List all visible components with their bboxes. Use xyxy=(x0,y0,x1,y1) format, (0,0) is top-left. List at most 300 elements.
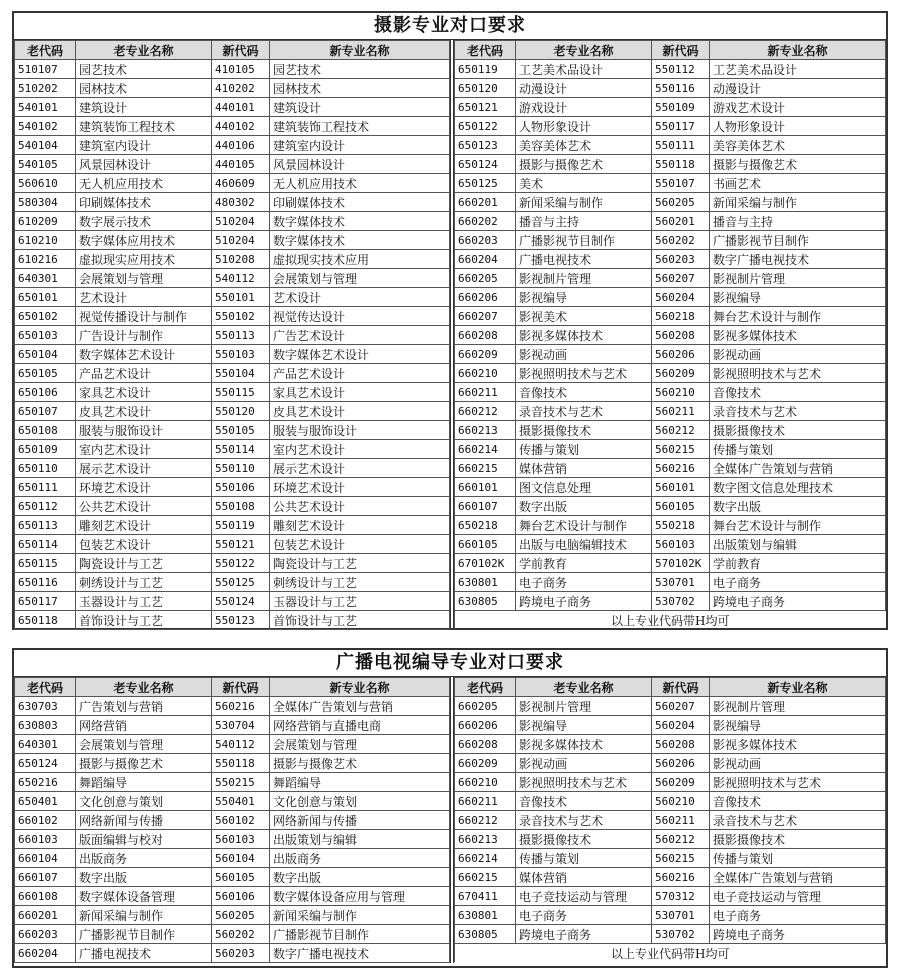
new-name-cell: 美容美体艺术 xyxy=(710,136,886,155)
new-name-cell: 摄影摄像技术 xyxy=(710,830,886,849)
header-row xyxy=(455,41,886,60)
new-name-cell: 园艺技术 xyxy=(270,60,450,79)
new-code-cell: 560215 xyxy=(652,849,710,868)
new-name-cell: 人物形象设计 xyxy=(710,117,886,136)
new-name-cell: 文化创意与策划 xyxy=(270,792,450,811)
old-name-cell: 电子竞技运动与管理 xyxy=(516,887,652,906)
new-code-cell: 560206 xyxy=(652,754,710,773)
new-code-cell: 550111 xyxy=(652,136,710,155)
left-table xyxy=(14,677,454,963)
table-row xyxy=(455,60,886,79)
old-code-cell: 660205 xyxy=(455,269,516,288)
old-name-cell: 数字媒体艺术设计 xyxy=(76,345,212,364)
new-name-cell: 跨境电子商务 xyxy=(710,592,886,611)
table-row xyxy=(15,212,450,231)
old-code-cell: 660212 xyxy=(455,811,516,830)
new-code-cell: 550123 xyxy=(212,611,270,630)
table-row xyxy=(455,478,886,497)
old-name-cell: 环境艺术设计 xyxy=(76,478,212,497)
old-name-cell: 室内艺术设计 xyxy=(76,440,212,459)
new-code-cell: 560207 xyxy=(652,269,710,288)
table-row xyxy=(455,193,886,212)
table-row xyxy=(15,735,450,754)
table-row xyxy=(15,925,450,944)
old-code-cell: 660215 xyxy=(455,459,516,478)
new-name-cell: 新闻采编与制作 xyxy=(710,193,886,212)
old-name-cell: 广播电视技术 xyxy=(516,250,652,269)
old-code-cell: 650124 xyxy=(455,155,516,174)
old-code-cell: 660201 xyxy=(15,906,76,925)
old-code-cell: 650121 xyxy=(455,98,516,117)
new-code-cell: 550124 xyxy=(212,592,270,611)
old-name-cell: 服装与服饰设计 xyxy=(76,421,212,440)
new-name-cell: 影视动画 xyxy=(710,345,886,364)
new-name-cell: 公共艺术设计 xyxy=(270,497,450,516)
new-name-cell: 广告艺术设计 xyxy=(270,326,450,345)
old-code-cell: 670102K xyxy=(455,554,516,573)
table-row xyxy=(455,849,886,868)
new-name-cell: 虚拟现实技术应用 xyxy=(270,250,450,269)
old-code-cell: 650107 xyxy=(15,402,76,421)
new-code-cell: 550103 xyxy=(212,345,270,364)
table-row xyxy=(15,887,450,906)
table-row xyxy=(15,611,450,630)
old-name-cell: 学前教育 xyxy=(516,554,652,573)
old-code-cell: 660101 xyxy=(455,478,516,497)
new-code-cell: 480302 xyxy=(212,193,270,212)
old-code-cell: 540104 xyxy=(15,136,76,155)
new-code-cell: 550119 xyxy=(212,516,270,535)
new-code-cell: 560105 xyxy=(212,868,270,887)
table-row xyxy=(455,326,886,345)
new-name-cell: 影视制片管理 xyxy=(710,697,886,716)
column-header-old-name: 老专业名称 xyxy=(516,678,652,697)
new-code-cell: 560103 xyxy=(212,830,270,849)
old-name-cell: 文化创意与策划 xyxy=(76,792,212,811)
table-row xyxy=(15,307,450,326)
new-code-cell: 530702 xyxy=(652,925,710,944)
old-name-cell: 美容美体艺术 xyxy=(516,136,652,155)
new-name-cell: 网络营销与直播电商 xyxy=(270,716,450,735)
new-name-cell: 电子商务 xyxy=(710,906,886,925)
table-row xyxy=(15,754,450,773)
new-name-cell: 环境艺术设计 xyxy=(270,478,450,497)
table-row xyxy=(455,754,886,773)
old-code-cell: 650104 xyxy=(15,345,76,364)
old-name-cell: 影视动画 xyxy=(516,754,652,773)
old-code-cell: 660202 xyxy=(455,212,516,231)
old-code-cell: 650116 xyxy=(15,573,76,592)
new-name-cell: 数字出版 xyxy=(270,868,450,887)
new-name-cell: 影视多媒体技术 xyxy=(710,735,886,754)
old-name-cell: 电子商务 xyxy=(516,906,652,925)
new-code-cell: 560205 xyxy=(212,906,270,925)
new-code-cell: 560210 xyxy=(652,383,710,402)
old-name-cell: 摄影摄像技术 xyxy=(516,830,652,849)
new-name-cell: 网络新闻与传播 xyxy=(270,811,450,830)
new-name-cell: 音像技术 xyxy=(710,792,886,811)
old-code-cell: 660215 xyxy=(455,868,516,887)
table-row xyxy=(455,773,886,792)
new-code-cell: 550109 xyxy=(652,98,710,117)
new-name-cell: 数字广播电视技术 xyxy=(270,944,450,963)
table-row xyxy=(455,735,886,754)
old-name-cell: 玉器设计与工艺 xyxy=(76,592,212,611)
new-code-cell: 560209 xyxy=(652,364,710,383)
old-name-cell: 广播影视节目制作 xyxy=(516,231,652,250)
column-header-new-name: 新专业名称 xyxy=(270,678,450,697)
old-name-cell: 音像技术 xyxy=(516,383,652,402)
column-header-old-code: 老代码 xyxy=(455,678,516,697)
new-name-cell: 数字媒体艺术设计 xyxy=(270,345,450,364)
old-name-cell: 美术 xyxy=(516,174,652,193)
new-name-cell: 舞蹈编导 xyxy=(270,773,450,792)
old-code-cell: 660210 xyxy=(455,773,516,792)
new-code-cell: 550116 xyxy=(652,79,710,98)
new-name-cell: 家具艺术设计 xyxy=(270,383,450,402)
old-code-cell: 650123 xyxy=(455,136,516,155)
photography-requirements-table xyxy=(12,11,888,630)
note-row xyxy=(455,611,886,630)
new-code-cell: 570102K xyxy=(652,554,710,573)
old-name-cell: 影视编导 xyxy=(516,716,652,735)
new-code-cell: 550122 xyxy=(212,554,270,573)
table-row xyxy=(15,269,450,288)
old-name-cell: 摄影与摄像艺术 xyxy=(516,155,652,174)
table-row xyxy=(15,193,450,212)
old-code-cell: 630703 xyxy=(15,697,76,716)
old-name-cell: 工艺美术品设计 xyxy=(516,60,652,79)
old-code-cell: 660204 xyxy=(455,250,516,269)
column-header-new-name: 新专业名称 xyxy=(270,41,450,60)
old-name-cell: 录音技术与艺术 xyxy=(516,402,652,421)
new-code-cell: 460609 xyxy=(212,174,270,193)
note-row xyxy=(455,944,886,963)
old-code-cell: 610216 xyxy=(15,250,76,269)
broadcast-directing-requirements-table xyxy=(12,648,888,968)
new-code-cell: 510208 xyxy=(212,250,270,269)
old-code-cell: 660212 xyxy=(455,402,516,421)
table-row xyxy=(455,459,886,478)
new-name-cell: 影视照明技术与艺术 xyxy=(710,364,886,383)
table-row xyxy=(455,925,886,944)
old-code-cell: 650119 xyxy=(455,60,516,79)
old-name-cell: 数字出版 xyxy=(76,868,212,887)
old-name-cell: 舞蹈编导 xyxy=(76,773,212,792)
old-code-cell: 510202 xyxy=(15,79,76,98)
old-name-cell: 建筑设计 xyxy=(76,98,212,117)
table-row xyxy=(455,79,886,98)
old-name-cell: 动漫设计 xyxy=(516,79,652,98)
old-name-cell: 广播影视节目制作 xyxy=(76,925,212,944)
old-code-cell: 630801 xyxy=(455,573,516,592)
old-code-cell: 650401 xyxy=(15,792,76,811)
table-row xyxy=(15,697,450,716)
new-name-cell: 数字出版 xyxy=(710,497,886,516)
new-name-cell: 园林技术 xyxy=(270,79,450,98)
old-code-cell: 660103 xyxy=(15,830,76,849)
column-header-old-name: 老专业名称 xyxy=(516,41,652,60)
old-name-cell: 网络新闻与传播 xyxy=(76,811,212,830)
old-name-cell: 广播电视技术 xyxy=(76,944,212,963)
table-row xyxy=(15,716,450,735)
table-row xyxy=(15,573,450,592)
old-name-cell: 传播与策划 xyxy=(516,440,652,459)
old-name-cell: 出版与电脑编辑技术 xyxy=(516,535,652,554)
new-code-cell: 510204 xyxy=(212,231,270,250)
new-name-cell: 影视多媒体技术 xyxy=(710,326,886,345)
new-name-cell: 全媒体广告策划与营销 xyxy=(710,459,886,478)
table-row xyxy=(15,459,450,478)
old-name-cell: 影视制片管理 xyxy=(516,697,652,716)
old-code-cell: 660208 xyxy=(455,735,516,754)
new-name-cell: 电子竞技运动与管理 xyxy=(710,887,886,906)
new-code-cell: 560104 xyxy=(212,849,270,868)
table-row xyxy=(455,716,886,735)
new-code-cell: 560215 xyxy=(652,440,710,459)
old-code-cell: 630805 xyxy=(455,925,516,944)
section-title: 广播电视编导专业对口要求 xyxy=(14,650,886,677)
new-code-cell: 560205 xyxy=(652,193,710,212)
new-name-cell: 跨境电子商务 xyxy=(710,925,886,944)
old-code-cell: 660105 xyxy=(455,535,516,554)
new-name-cell: 播音与主持 xyxy=(710,212,886,231)
old-code-cell: 650216 xyxy=(15,773,76,792)
new-name-cell: 室内艺术设计 xyxy=(270,440,450,459)
old-code-cell: 660213 xyxy=(455,830,516,849)
column-header-old-name: 老专业名称 xyxy=(76,678,212,697)
old-name-cell: 会展策划与管理 xyxy=(76,269,212,288)
old-code-cell: 660206 xyxy=(455,716,516,735)
old-name-cell: 跨境电子商务 xyxy=(516,592,652,611)
old-code-cell: 660214 xyxy=(455,440,516,459)
new-code-cell: 570312 xyxy=(652,887,710,906)
old-name-cell: 陶瓷设计与工艺 xyxy=(76,554,212,573)
new-name-cell: 印刷媒体技术 xyxy=(270,193,450,212)
new-name-cell: 数字图文信息处理技术 xyxy=(710,478,886,497)
new-code-cell: 440105 xyxy=(212,155,270,174)
old-name-cell: 产品艺术设计 xyxy=(76,364,212,383)
old-name-cell: 建筑室内设计 xyxy=(76,136,212,155)
old-name-cell: 影视编导 xyxy=(516,288,652,307)
table-row xyxy=(455,250,886,269)
table-row xyxy=(15,830,450,849)
table-row xyxy=(15,792,450,811)
table-row xyxy=(455,811,886,830)
new-name-cell: 摄影与摄像艺术 xyxy=(710,155,886,174)
new-code-cell: 560201 xyxy=(652,212,710,231)
new-name-cell: 出版策划与编辑 xyxy=(710,535,886,554)
table-row xyxy=(455,231,886,250)
old-name-cell: 风景园林设计 xyxy=(76,155,212,174)
table-row xyxy=(455,830,886,849)
new-name-cell: 首饰设计与工艺 xyxy=(270,611,450,630)
table-row xyxy=(455,792,886,811)
new-name-cell: 建筑设计 xyxy=(270,98,450,117)
new-name-cell: 建筑室内设计 xyxy=(270,136,450,155)
new-code-cell: 560204 xyxy=(652,288,710,307)
new-name-cell: 动漫设计 xyxy=(710,79,886,98)
old-name-cell: 印刷媒体技术 xyxy=(76,193,212,212)
old-name-cell: 游戏设计 xyxy=(516,98,652,117)
table-row xyxy=(455,383,886,402)
new-name-cell: 舞台艺术设计与制作 xyxy=(710,307,886,326)
new-name-cell: 雕刻艺术设计 xyxy=(270,516,450,535)
header-row xyxy=(455,678,886,697)
old-name-cell: 播音与主持 xyxy=(516,212,652,231)
new-code-cell: 550114 xyxy=(212,440,270,459)
table-row xyxy=(455,592,886,611)
new-name-cell: 全媒体广告策划与营销 xyxy=(710,868,886,887)
old-name-cell: 虚拟现实应用技术 xyxy=(76,250,212,269)
table-row xyxy=(15,497,450,516)
new-code-cell: 540112 xyxy=(212,735,270,754)
old-code-cell: 650120 xyxy=(455,79,516,98)
table-row xyxy=(15,421,450,440)
column-header-new-name: 新专业名称 xyxy=(710,678,886,697)
new-name-cell: 游戏艺术设计 xyxy=(710,98,886,117)
new-code-cell: 410105 xyxy=(212,60,270,79)
new-code-cell: 530702 xyxy=(652,592,710,611)
new-code-cell: 560208 xyxy=(652,735,710,754)
table-row xyxy=(15,811,450,830)
table-row xyxy=(15,516,450,535)
new-name-cell: 服装与服饰设计 xyxy=(270,421,450,440)
table-row xyxy=(15,383,450,402)
old-name-cell: 影视照明技术与艺术 xyxy=(516,773,652,792)
table-row xyxy=(455,554,886,573)
table-row xyxy=(15,231,450,250)
major-code-table xyxy=(454,677,886,962)
new-name-cell: 摄影摄像技术 xyxy=(710,421,886,440)
old-name-cell: 影视美术 xyxy=(516,307,652,326)
old-code-cell: 660203 xyxy=(455,231,516,250)
table-row xyxy=(455,573,886,592)
old-code-cell: 650102 xyxy=(15,307,76,326)
old-code-cell: 580304 xyxy=(15,193,76,212)
table-row xyxy=(455,269,886,288)
table-row xyxy=(455,174,886,193)
old-code-cell: 660209 xyxy=(455,754,516,773)
table-row xyxy=(15,136,450,155)
new-name-cell: 艺术设计 xyxy=(270,288,450,307)
new-name-cell: 摄影与摄像艺术 xyxy=(270,754,450,773)
new-code-cell: 560207 xyxy=(652,697,710,716)
new-name-cell: 全媒体广告策划与营销 xyxy=(270,697,450,716)
table-row xyxy=(15,592,450,611)
new-name-cell: 产品艺术设计 xyxy=(270,364,450,383)
old-code-cell: 650108 xyxy=(15,421,76,440)
left-table xyxy=(14,40,454,630)
new-code-cell: 440101 xyxy=(212,98,270,117)
old-code-cell: 660203 xyxy=(15,925,76,944)
table-row xyxy=(455,516,886,535)
table-row xyxy=(455,155,886,174)
old-code-cell: 660104 xyxy=(15,849,76,868)
old-code-cell: 670411 xyxy=(455,887,516,906)
table-row xyxy=(15,345,450,364)
old-name-cell: 媒体营销 xyxy=(516,459,652,478)
old-name-cell: 会展策划与管理 xyxy=(76,735,212,754)
new-code-cell: 560212 xyxy=(652,830,710,849)
new-name-cell: 无人机应用技术 xyxy=(270,174,450,193)
old-code-cell: 630801 xyxy=(455,906,516,925)
old-code-cell: 650101 xyxy=(15,288,76,307)
old-name-cell: 传播与策划 xyxy=(516,849,652,868)
old-name-cell: 数字展示技术 xyxy=(76,212,212,231)
old-code-cell: 660206 xyxy=(455,288,516,307)
table-row xyxy=(455,288,886,307)
old-code-cell: 660210 xyxy=(455,364,516,383)
new-name-cell: 玉器设计与工艺 xyxy=(270,592,450,611)
old-code-cell: 650115 xyxy=(15,554,76,573)
new-code-cell: 560211 xyxy=(652,402,710,421)
old-code-cell: 630805 xyxy=(455,592,516,611)
old-code-cell: 660107 xyxy=(455,497,516,516)
old-code-cell: 630803 xyxy=(15,716,76,735)
old-code-cell: 660209 xyxy=(455,345,516,364)
new-code-cell: 530701 xyxy=(652,573,710,592)
old-name-cell: 人物形象设计 xyxy=(516,117,652,136)
column-header-new-code: 新代码 xyxy=(652,678,710,697)
old-code-cell: 650117 xyxy=(15,592,76,611)
table-row xyxy=(455,98,886,117)
new-code-cell: 530704 xyxy=(212,716,270,735)
new-name-cell: 数字媒体设备应用与管理 xyxy=(270,887,450,906)
table-row xyxy=(15,440,450,459)
column-header-new-name: 新专业名称 xyxy=(710,41,886,60)
column-header-old-code: 老代码 xyxy=(455,41,516,60)
new-name-cell: 会展策划与管理 xyxy=(270,269,450,288)
old-name-cell: 无人机应用技术 xyxy=(76,174,212,193)
old-code-cell: 660214 xyxy=(455,849,516,868)
old-name-cell: 数字媒体设备管理 xyxy=(76,887,212,906)
table-row xyxy=(455,440,886,459)
old-name-cell: 皮具艺术设计 xyxy=(76,402,212,421)
old-name-cell: 网络营销 xyxy=(76,716,212,735)
new-code-cell: 560101 xyxy=(652,478,710,497)
old-name-cell: 公共艺术设计 xyxy=(76,497,212,516)
old-code-cell: 650112 xyxy=(15,497,76,516)
old-code-cell: 650106 xyxy=(15,383,76,402)
new-name-cell: 皮具艺术设计 xyxy=(270,402,450,421)
header-row xyxy=(15,678,450,697)
column-header-new-code: 新代码 xyxy=(212,41,270,60)
old-name-cell: 园艺技术 xyxy=(76,60,212,79)
table-row xyxy=(15,98,450,117)
old-name-cell: 家具艺术设计 xyxy=(76,383,212,402)
table-row xyxy=(455,868,886,887)
new-code-cell: 560209 xyxy=(652,773,710,792)
header-row xyxy=(15,41,450,60)
new-code-cell: 560202 xyxy=(652,231,710,250)
table-row xyxy=(455,887,886,906)
column-header-new-code: 新代码 xyxy=(652,41,710,60)
section-title: 摄影专业对口要求 xyxy=(14,13,886,40)
table-row xyxy=(15,554,450,573)
new-code-cell: 550105 xyxy=(212,421,270,440)
new-code-cell: 560208 xyxy=(652,326,710,345)
new-name-cell: 数字媒体技术 xyxy=(270,231,450,250)
new-code-cell: 550112 xyxy=(652,60,710,79)
old-name-cell: 影视多媒体技术 xyxy=(516,735,652,754)
old-code-cell: 650125 xyxy=(455,174,516,193)
new-code-cell: 560216 xyxy=(652,868,710,887)
table-row xyxy=(455,345,886,364)
table-row xyxy=(455,535,886,554)
table-row xyxy=(455,421,886,440)
old-code-cell: 660205 xyxy=(455,697,516,716)
